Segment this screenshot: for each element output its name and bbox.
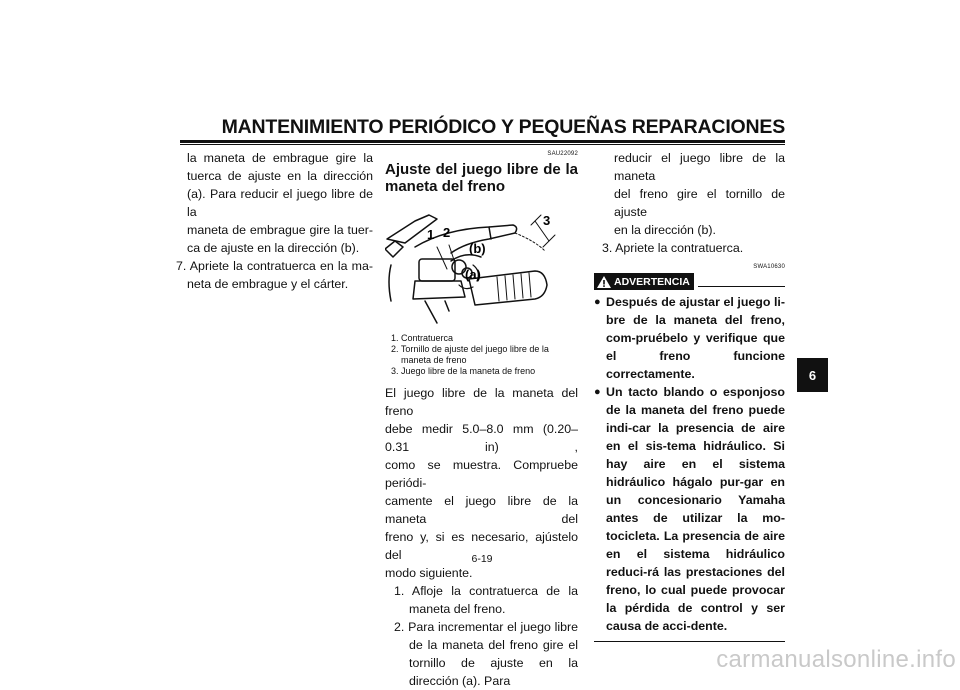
brake-lever-illustration bbox=[385, 201, 578, 329]
text-line: reducir el juego libre de la maneta bbox=[614, 151, 785, 183]
text-line: El juego libre de la maneta del freno bbox=[385, 386, 578, 418]
step-2: 2. Para incrementar el juego libre de la maneta del freno gire el tornillo de ajuste en la dirección (a). Para bbox=[394, 620, 578, 688]
chapter-tab: 6 bbox=[797, 358, 828, 392]
caption-item: 2. Tornillo de ajuste del juego libre de la maneta de freno bbox=[391, 344, 549, 365]
warning-item bbox=[594, 293, 785, 383]
page-number: 6-19 bbox=[471, 553, 493, 565]
figure-label-a: (a) bbox=[465, 267, 481, 282]
text-line: la maneta de embrague gire la bbox=[187, 151, 373, 165]
column-left bbox=[176, 149, 373, 293]
bullet-icon: ● bbox=[594, 296, 601, 308]
warning-header bbox=[594, 273, 785, 290]
warning-item bbox=[594, 383, 785, 635]
text-line: freno y, si es necesario, ajústelo del bbox=[385, 530, 578, 562]
warning-header-rule bbox=[698, 276, 785, 287]
watermark: carmanualsonline.info bbox=[716, 646, 956, 673]
warning-text: Un tacto blando o esponjoso de la maneta del freno puede indi-car la presencia de aire en el sis-tema hidráulico. Si hay aire en el sistema hidráulico hágalo pur-gar en un concesionario Yamaha antes de utilizar la mo-tocicleta. La presencia de aire en el sistema hidráulico reduci-rá las prestaciones del freno, lo cual puede provocar la pérdida de control y ser causa de acci-dente. bbox=[606, 385, 785, 633]
section-heading-line: Ajuste del juego libre de la bbox=[385, 161, 578, 178]
column-right bbox=[594, 149, 785, 642]
text-line: ca de ajuste en la dirección (b). bbox=[187, 241, 360, 255]
text-line: maneta de embrague gire la tuer- bbox=[187, 223, 373, 237]
warning-badge bbox=[594, 273, 694, 290]
warning-triangle-icon bbox=[596, 275, 612, 289]
text-line: (a). Para reducir el juego libre de la bbox=[187, 187, 373, 219]
figure-label-1: 1 bbox=[427, 227, 435, 242]
figure-captions bbox=[385, 333, 578, 377]
warning-label: ADVERTENCIA bbox=[614, 275, 690, 288]
caption-item: 1. Contratuerca bbox=[391, 333, 454, 343]
step-7-line: 7. Apriete la contratuerca en la ma- bbox=[176, 259, 373, 273]
bullet-icon: ● bbox=[594, 386, 601, 398]
warning-list bbox=[594, 293, 785, 635]
section-ref-code: SAU22092 bbox=[547, 151, 578, 157]
caption-item: 3. Juego libre de la maneta de freno bbox=[391, 366, 536, 376]
warning-ref-code: SWA10630 bbox=[753, 264, 785, 270]
text-line: del freno gire el tornillo de ajuste bbox=[614, 187, 785, 219]
section-heading-line: maneta del freno bbox=[385, 178, 506, 195]
column-middle bbox=[385, 150, 578, 690]
text-line: en la dirección (b). bbox=[614, 223, 716, 237]
section-heading bbox=[385, 161, 578, 195]
figure-label-3: 3 bbox=[543, 213, 551, 228]
warning-end-rule bbox=[594, 641, 785, 642]
text-line: debe medir 5.0–8.0 mm (0.20–0.31 in) , bbox=[385, 422, 578, 454]
step-7-line: neta de embrague y el cárter. bbox=[187, 277, 349, 291]
text-line: como se muestra. Compruebe periódi- bbox=[385, 458, 578, 490]
title-rule bbox=[180, 140, 785, 145]
text-line: camente el juego libre de la maneta del bbox=[385, 494, 578, 526]
step-3: 3. Apriete la contratuerca. bbox=[602, 241, 744, 255]
figure-label-2: 2 bbox=[443, 225, 451, 240]
warning-text: Después de ajustar el juego li-bre de la maneta del freno, com-pruébelo y verifique que el freno funcione correctamente. bbox=[606, 295, 785, 381]
step-1: 1. Afloje la contratuerca de la maneta del freno. bbox=[394, 584, 578, 616]
page-title: MANTENIMIENTO PERIÓDICO Y PEQUEÑAS REPARACIONES bbox=[221, 116, 785, 138]
figure-label-b: (b) bbox=[469, 241, 486, 256]
text-line: tuerca de ajuste en la dirección bbox=[187, 169, 373, 183]
text-line: modo siguiente. bbox=[385, 566, 473, 580]
brake-lever-drawing bbox=[385, 201, 578, 329]
